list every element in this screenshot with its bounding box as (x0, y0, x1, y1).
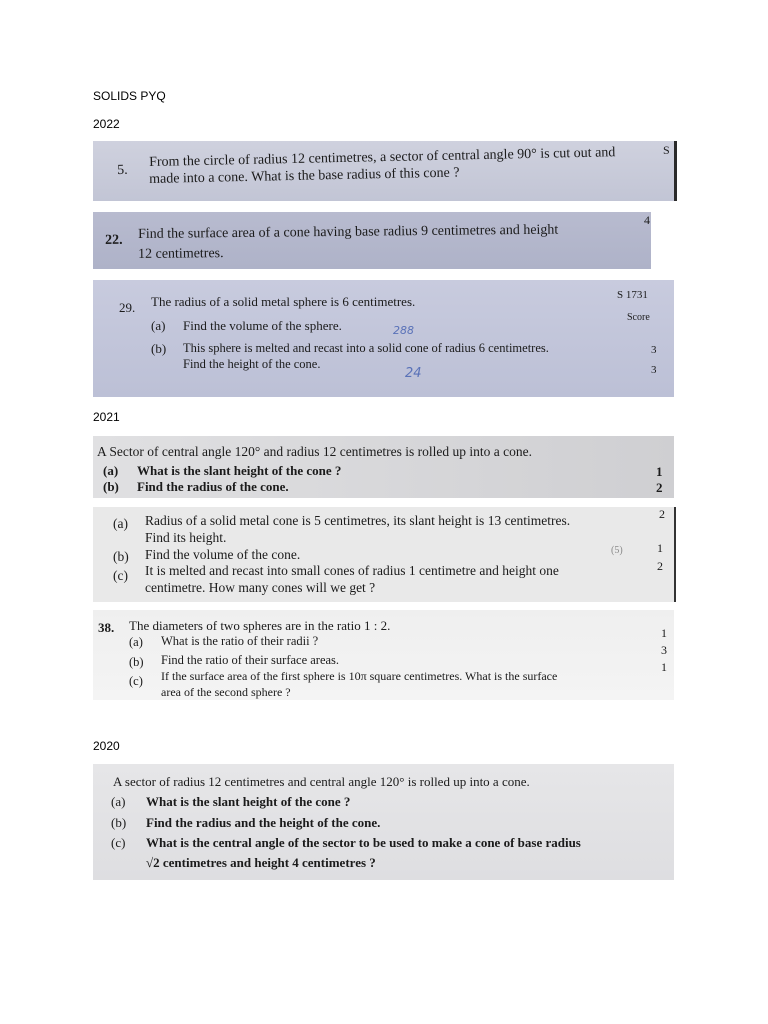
marks: 2 (657, 559, 663, 573)
part-text: What is the slant height of the cone ? (137, 463, 342, 478)
question-stem: The radius of a solid metal sphere is 6 centimetres. (151, 294, 416, 309)
question-number: 5. (117, 162, 128, 178)
part-label: (c) (111, 835, 126, 850)
question-image-2021-q38 (93, 610, 674, 700)
part-label: (b) (151, 341, 167, 356)
part-label: (a) (129, 635, 143, 649)
question-image-2021-q2 (93, 507, 676, 602)
part-text: Find the radius of the cone. (137, 479, 289, 494)
question-image-2021-q1 (93, 436, 674, 498)
part-text: What is the ratio of their radii ? (161, 634, 319, 648)
part-text: What is the slant height of the cone ? (146, 794, 351, 809)
question-image-2022-q5 (93, 141, 677, 201)
faded-note: (5) (611, 545, 623, 556)
question-number: 22. (105, 232, 123, 248)
part-text: Find the volume of the cone. (145, 547, 301, 562)
edge-letter: S (663, 143, 670, 157)
handwritten-note: 24 (405, 366, 422, 381)
question-text-line: 12 centimetres. (138, 246, 224, 262)
document-title: SOLIDS PYQ (93, 89, 166, 103)
year-heading-2022: 2022 (93, 117, 120, 131)
part-label: (a) (103, 463, 119, 478)
marks: 3 (661, 643, 667, 657)
part-text: It is melted and recast into small cones of radius 1 centimetre and height one (145, 563, 559, 578)
part-text: Find the volume of the sphere. (183, 318, 342, 333)
question-number: 29. (119, 300, 136, 315)
part-label: (c) (113, 568, 128, 583)
part-label: (a) (113, 516, 128, 531)
question-number: 38. (98, 620, 115, 635)
part-text-continued: √2 centimetres and height 4 centimetres ? (146, 855, 376, 870)
part-label: (a) (151, 318, 166, 333)
score-label: Score (627, 312, 650, 323)
question-image-2020-q1 (93, 764, 674, 880)
part-text: Find the radius and the height of the cone. (146, 815, 381, 830)
part-text: Radius of a solid metal cone is 5 centimetres, its slant height is 13 centimetres. (145, 513, 571, 528)
part-label: (a) (111, 794, 126, 809)
marks: 1 (661, 626, 667, 640)
part-text: If the surface area of the first sphere is 10π square centimetres. What is the surface (161, 669, 558, 683)
part-text: This sphere is melted and recast into a solid cone of radius 6 centimetres. (183, 341, 549, 355)
marks: 3 (651, 344, 657, 356)
marks: 1 (656, 464, 663, 479)
question-image-2022-q22 (93, 212, 651, 269)
marks: 1 (657, 541, 663, 555)
question-stem: A Sector of central angle 120° and radius 12 centimetres is rolled up into a cone. (97, 444, 533, 459)
question-stem: The diameters of two spheres are in the ratio 1 : 2. (129, 618, 391, 633)
part-label: (b) (129, 655, 144, 669)
part-text-continued: centimetre. How many cones will we get ? (145, 580, 376, 595)
question-text-line: From the circle of radius 12 centimetres, a sector of central angle 90° is cut out and (149, 145, 616, 170)
marks: 2 (656, 480, 663, 495)
marks: 3 (651, 364, 657, 376)
marks: 4 (644, 213, 650, 227)
part-text-continued: area of the second sphere ? (161, 685, 291, 699)
part-text-continued: Find its height. (145, 530, 227, 545)
handwritten-note: 288 (393, 324, 414, 337)
year-heading-2021: 2021 (93, 410, 120, 424)
part-label: (b) (111, 815, 127, 830)
part-text-continued: Find the height of the cone. (183, 357, 321, 371)
part-label: (c) (129, 674, 143, 688)
question-image-2022-q29 (93, 280, 674, 397)
part-text: Find the ratio of their surface areas. (161, 653, 340, 667)
part-text: What is the central angle of the sector to be used to make a cone of base radius (146, 835, 581, 850)
part-label: (b) (103, 479, 119, 494)
year-heading-2020: 2020 (93, 739, 120, 753)
marks: 1 (661, 660, 667, 674)
marks: 2 (659, 507, 665, 521)
paper-code: S 1731 (617, 289, 648, 301)
part-label: (b) (113, 549, 129, 564)
question-text-line: made into a cone. What is the base radius of this cone ? (149, 165, 460, 187)
question-stem: A sector of radius 12 centimetres and central angle 120° is rolled up into a cone. (113, 774, 530, 789)
question-text-line: Find the surface area of a cone having base radius 9 centimetres and height (138, 222, 559, 242)
